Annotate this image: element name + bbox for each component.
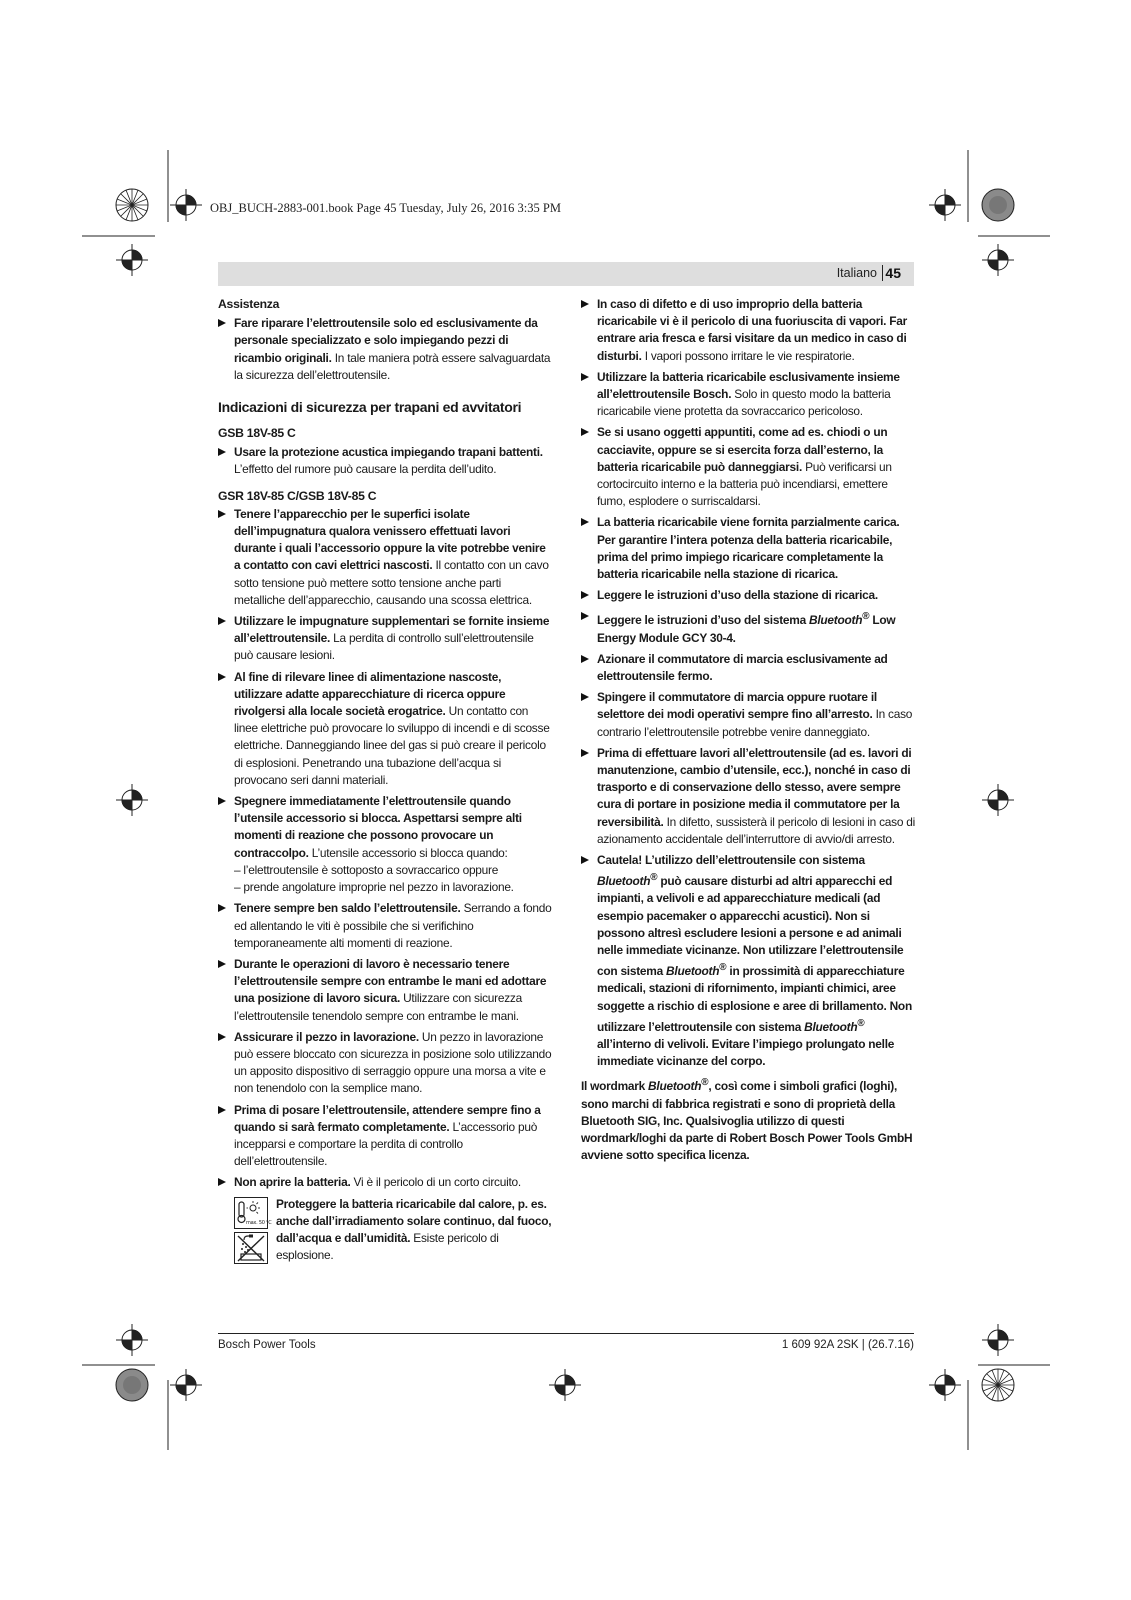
right-column bbox=[581, 296, 915, 1164]
bullet-triangle-icon bbox=[218, 617, 226, 625]
page-header bbox=[218, 262, 914, 286]
item-text: Vi è il pericolo di un corto circuito. bbox=[350, 1175, 521, 1190]
list-item bbox=[218, 506, 552, 609]
list-item bbox=[218, 1174, 552, 1191]
list-item bbox=[581, 587, 915, 604]
item-text: La perdita di controllo sull’elettroutensile può causare lesioni. bbox=[234, 631, 534, 663]
cautela-text: in prossimità di apparecchiature medicali, stazioni di rifornimento, impianti chimici, aree soggette a rischio di esplosione e aree di brillamento. Non utilizzare l’elettroutensile con sistema bbox=[597, 964, 912, 1034]
cautela-text: all’interno di velivoli. Evitare l’impiego prolungato nelle immediate vicinanze del corpo. bbox=[597, 1037, 895, 1069]
item-bold-text: Spingere il commutatore di marcia oppure ruotare il selettore dei modi operativi sempre fino all’arresto. bbox=[597, 690, 877, 722]
item-bold-text: Tenere l’apparecchio per le superfici isolate dell’impugnatura qualora venissero effettuati lavori durante i quali l’accessorio oppure la vite potrebbe venire a contatto con cavi elettrici nascosti. bbox=[234, 506, 546, 573]
item-bold-text: Durante le operazioni di lavoro è necessario tenere l’elettroutensile sempre con entrambe le mani ed adottare una posizione di lavoro sicura. bbox=[234, 956, 547, 1006]
bullet-triangle-icon bbox=[218, 448, 226, 456]
bullet-triangle-icon bbox=[581, 693, 589, 701]
item-bold-text: Leggere le istruzioni d’uso della stazione di ricarica. bbox=[597, 588, 878, 603]
item-text: Solo in questo modo la batteria ricaricabile viene protetta da sovraccarico pericoloso. bbox=[597, 387, 891, 419]
bullet-triangle-icon bbox=[218, 960, 226, 968]
battery-warning-block bbox=[218, 1196, 552, 1266]
footer-brand: Bosch Power Tools bbox=[218, 1339, 316, 1351]
model-heading-gsb: GSB 18V-85 C bbox=[218, 426, 296, 441]
trademark-notice bbox=[581, 1074, 915, 1164]
model-heading-gsr-gsb: GSR 18V-85 C/GSB 18V-85 C bbox=[218, 488, 377, 503]
list-item bbox=[218, 444, 552, 478]
list-item bbox=[218, 1102, 552, 1171]
bullet-triangle-icon bbox=[218, 1178, 226, 1186]
list-item bbox=[218, 900, 552, 952]
item-bold-text: Tenere sempre ben saldo l’elettroutensile. bbox=[234, 901, 461, 916]
list-item bbox=[581, 369, 915, 421]
bullet-triangle-icon bbox=[218, 904, 226, 912]
bullet-triangle-icon bbox=[218, 1033, 226, 1041]
list-item bbox=[218, 613, 552, 665]
item-bold-text bbox=[597, 613, 895, 644]
book-print-info: OBJ_BUCH-2883-001.book Page 45 Tuesday, July 26, 2016 3:35 PM bbox=[210, 201, 561, 215]
item-text: Utilizzare con sicurezza l’elettroutensile tenendolo sempre con entrambe le mani. bbox=[234, 991, 522, 1023]
item-text: L’accessorio può incepparsi e comportare la perdita di controllo dell’elettroutensile. bbox=[234, 1119, 538, 1169]
page-number: 45 bbox=[885, 265, 901, 281]
item-bold-text: Proteggere la batteria ricaricabile dal calore, p. es. anche dall’irradiamento solare continuo, dal fuoco, dall’acqua e dall’umidità. bbox=[276, 1196, 552, 1245]
item-text: L’utensile accessorio si blocca quando: bbox=[308, 845, 508, 860]
dash-line: – prende angolature improprie nel pezzo in lavorazione. bbox=[234, 880, 514, 895]
list-item bbox=[218, 1029, 552, 1098]
item-text: Il contatto con un cavo sotto tensione può mettere sotto tensione anche parti metalliche dell’apparecchio, causando una scossa elettrica. bbox=[234, 558, 549, 607]
item-bold-text: Usare la protezione acustica impiegando trapani battenti. bbox=[234, 445, 543, 460]
item-text: In tale maniera potrà essere salvaguardata la sicurezza dell’elettroutensile. bbox=[234, 350, 551, 382]
cautela-item bbox=[581, 852, 915, 1070]
list-item bbox=[581, 514, 915, 583]
cautela-text: può causare disturbi ad altri apparecchi ed impianti, a velivoli e ad apparecchiature medicali (ad esempio pacemaker o apparecchi acustici). Non si possono altresì escludere lesioni a persone e ad animali nelle immediate vicinanze. Non utilizzare l’elettroutensile con sistema bbox=[597, 874, 904, 979]
trademark-text: Il wordmark bbox=[581, 1079, 649, 1094]
left-column bbox=[218, 296, 552, 1266]
bluetooth-word: Bluetooth bbox=[648, 1079, 702, 1094]
item-bold-text: La batteria ricaricabile viene fornita parzialmente carica. Per garantire l’intera potenza della batteria ricaricabile, prima del primo impiego ricaricare completamente la batteria ricaricabile nella stazione di ricarica. bbox=[597, 515, 900, 582]
item-bold-text: Spegnere immediatamente l’elettroutensile quando l’utensile accessorio si blocca. Aspettarsi sempre alti momenti di reazione che possono provocare un contraccolpo. bbox=[234, 794, 522, 860]
registered-mark: ® bbox=[862, 611, 870, 623]
bluetooth-word: Bluetooth bbox=[809, 613, 863, 628]
item-text: Serrando a fondo ed allentando le viti è possibile che si verifichino temporaneamente alti momenti di reazione. bbox=[234, 901, 552, 950]
footer-rule bbox=[218, 1333, 914, 1334]
bullet-triangle-icon bbox=[581, 856, 589, 864]
item-text: Esiste pericolo di esplosione. bbox=[276, 1230, 499, 1263]
thermometer-sun-icon bbox=[234, 1197, 272, 1229]
list-item bbox=[581, 608, 915, 646]
bullet-triangle-icon bbox=[581, 428, 589, 436]
item-bold-text: Se si usano oggetti appuntiti, come ad es. chiodi o un cacciavite, oppure se si esercita forza dall’esterno, la batteria ricaricabile può danneggiarsi. bbox=[597, 425, 888, 474]
trademark-text: , così come i simboli grafici (loghi), sono marchi di fabbrica registrati e sono di proprietà della Bluetooth SIG, Inc. Qualsivoglia utilizzo di questi wordmark/loghi da parte di Robert Bosch Power Tools GmbH avviene sotto specifica licenza. bbox=[581, 1079, 913, 1163]
list-item bbox=[581, 424, 915, 510]
registered-mark: ® bbox=[701, 1077, 709, 1089]
bullet-triangle-icon bbox=[581, 591, 589, 599]
item-text: L’effetto del rumore può causare la perdita dell’udito. bbox=[234, 462, 497, 477]
list-item bbox=[218, 669, 552, 789]
footer-doc-code: 1 609 92A 2SK | (26.7.16) bbox=[781, 1339, 914, 1351]
item-bold-text: Prima di effettuare lavori all’elettroutensile (ad es. lavori di manutenzione, cambio d’utensile, ecc.), nonché in caso di trasporto e di conservazione dello stesso, avere sempre cura di portare in posizione media il commutatore per la reversibilità. bbox=[597, 745, 912, 829]
crossed-water-icon bbox=[234, 1232, 268, 1264]
list-item bbox=[581, 296, 915, 365]
list-item bbox=[218, 315, 552, 384]
bullet-triangle-icon bbox=[581, 749, 589, 757]
cautela-text: Cautela! L’utilizzo dell’elettroutensile con sistema bbox=[597, 853, 865, 868]
item-bold-text bbox=[597, 853, 912, 1068]
item-text: In difetto, sussisterà il pericolo di lesioni in caso di azionamento accidentale dell’interruttore di avvio/di arresto. bbox=[597, 814, 915, 846]
bt-text: Low Energy Module GCY 30-4. bbox=[597, 613, 896, 645]
list-item bbox=[581, 651, 915, 685]
bluetooth-word: Bluetooth bbox=[804, 1019, 858, 1034]
bluetooth-word: Bluetooth bbox=[597, 874, 651, 889]
item-bold-text: Prima di posare l’elettroutensile, attendere sempre fino a quando si sarà fermato completamente. bbox=[234, 1102, 541, 1134]
bullet-triangle-icon bbox=[218, 319, 226, 327]
item-bold-text: Utilizzare le impugnature supplementari se fornite insieme all’elettroutensile. bbox=[234, 614, 550, 646]
registered-mark: ® bbox=[650, 872, 658, 884]
list-item bbox=[581, 689, 915, 741]
bt-text: Leggere le istruzioni d’uso del sistema bbox=[597, 613, 810, 628]
max-temp-label: max. 50 °C bbox=[246, 1219, 272, 1226]
bullet-triangle-icon bbox=[581, 655, 589, 663]
bullet-triangle-icon bbox=[218, 510, 226, 518]
item-bold-text: Al fine di rilevare linee di alimentazione nascoste, utilizzare adatte apparecchiature di ricerca oppure rivolgersi alla locale società erogatrice. bbox=[234, 669, 506, 719]
item-bold-text: In caso di difetto e di uso improprio della batteria ricaricabile vi è il pericolo di una fuoriuscita di vapori. Far entrare aria fresca e farsi visitare da un medico in caso di disturbi. bbox=[597, 297, 908, 363]
header-divider bbox=[882, 265, 883, 281]
registered-mark: ® bbox=[857, 1017, 865, 1029]
item-bold-text: Utilizzare la batteria ricaricabile esclusivamente insieme all’elettroutensile Bosch. bbox=[597, 369, 900, 402]
registered-mark: ® bbox=[719, 962, 727, 974]
bullet-triangle-icon bbox=[218, 797, 226, 805]
list-item bbox=[218, 956, 552, 1025]
bullet-triangle-icon bbox=[218, 673, 226, 681]
item-text: Un pezzo in lavorazione può essere bloccato con sicurezza in posizione solo utilizzando un apposito dispositivo di serraggio oppure una morsa a vite e non tenendolo con la semplice mano. bbox=[234, 1029, 552, 1096]
item-bold-text: Non aprire la batteria. bbox=[234, 1175, 351, 1190]
item-text: In caso contrario l’elettroutensile potrebbe venire danneggiato. bbox=[597, 707, 913, 739]
dash-line: – l’elettroutensile è sottoposto a sovraccarico oppure bbox=[234, 862, 499, 877]
header-language: Italiano bbox=[836, 266, 877, 280]
bullet-triangle-icon bbox=[581, 518, 589, 526]
bullet-triangle-icon bbox=[581, 300, 589, 308]
assistenza-heading: Assistenza bbox=[218, 297, 280, 311]
item-bold-text: Assicurare il pezzo in lavorazione. bbox=[234, 1029, 419, 1044]
section-title: Indicazioni di sicurezza per trapani ed avvitatori bbox=[218, 399, 522, 416]
list-item bbox=[581, 745, 915, 848]
bluetooth-word: Bluetooth bbox=[666, 964, 720, 979]
item-text: I vapori possono irritare le vie respiratorie. bbox=[641, 348, 855, 363]
list-item bbox=[218, 793, 552, 896]
bullet-triangle-icon bbox=[581, 373, 589, 381]
bullet-triangle-icon bbox=[218, 1106, 226, 1114]
item-text: Un contatto con linee elettriche può provocare lo sviluppo di incendi e di scosse elettriche. Danneggiando linee del gas si può creare il pericolo di esplosioni. Penetrando una tubazione dell’acqua si provocano seri danni materiali. bbox=[234, 704, 550, 787]
bullet-triangle-icon bbox=[581, 612, 589, 620]
item-bold-text: Azionare il commutatore di marcia esclusivamente ad elettroutensile fermo. bbox=[597, 651, 888, 684]
item-bold-text: Fare riparare l’elettroutensile solo ed esclusivamente da personale specializzato e solo impiegando pezzi di ricambio originali. bbox=[234, 316, 538, 365]
item-text: Può verificarsi un cortocircuito interno e la batteria può incendiarsi, emettere fumo, esplodere o surriscaldarsi. bbox=[597, 459, 892, 509]
